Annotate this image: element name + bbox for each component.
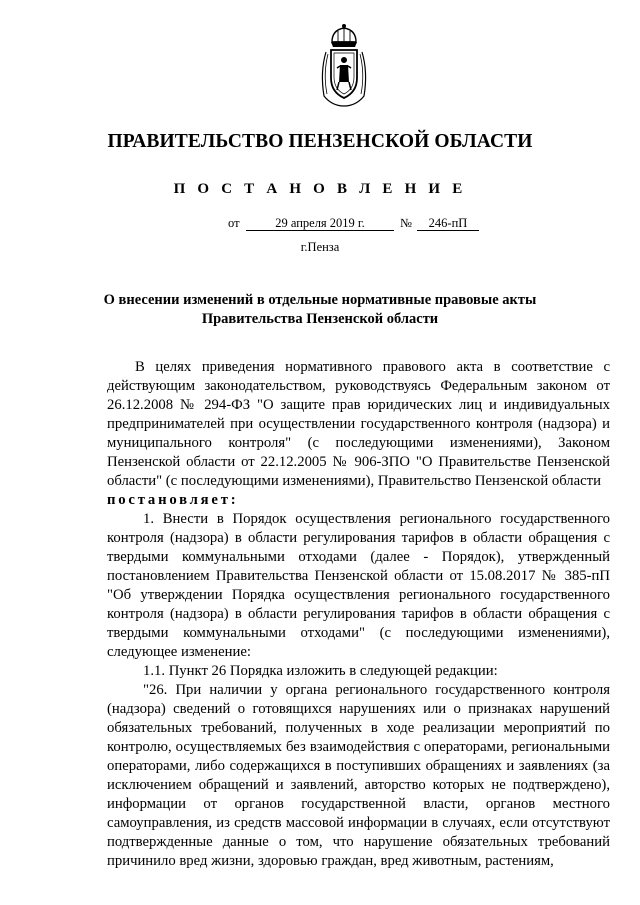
- coat-of-arms-emblem: [318, 22, 370, 108]
- subject-line-1: О внесении изменений в отдельные нормативные правовые акты: [103, 292, 537, 308]
- quoted-point-26-paragraph: "26. При наличии у органа регионального государственного контроля (надзора) сведений о готовящихся нарушениях или о признаках нарушений обязательных требований, полученных в ходе реализации мероприятий по контролю, осуществляемых без взаимодействия с операторами, региональными операторами, либо содержащихся в поступивших обращениях и заявлениях (за исключением обращений и заявлений, авторство которых не подтверждено), информации от органов государственной власти, органов местного самоуправления, из средств массовой информации в случаях, если отсутствуют подтвержденные данные о том, что нарушение обязательных требований причинило вред жизни, здоровью граждан, вред животным, растениям,: [107, 682, 610, 869]
- number-prefix: №: [400, 216, 412, 230]
- date-prefix: от: [228, 216, 240, 230]
- resolves-word: постановляет:: [107, 492, 239, 508]
- date-line: [246, 216, 394, 231]
- city: г.Пенза: [300, 240, 340, 254]
- document-type: П О С Т А Н О В Л Е Н И Е: [173, 181, 467, 197]
- resolves-paragraph: [107, 491, 610, 510]
- number-line: [417, 216, 479, 231]
- document-date: 29 апреля 2019 г.: [246, 216, 394, 231]
- preamble-paragraph: В целях приведения нормативного правового акта в соответствие с действующим законодательством, руководствуясь Федеральным законом от 26.12.2008 № 294-ФЗ "О защите прав юридических лиц и индивидуальных предпринимателей при осуществлении государственного контроля (надзора) и муниципального контроля" (с последующими изменениями), Законом Пензенской области от 22.12.2005 № 906-ЗПО "О Правительстве Пензенской области" (с последующими изменениями), Правительство Пензенской области: [107, 359, 610, 489]
- document-body: [107, 358, 610, 871]
- document-number: 246-пП: [417, 216, 479, 231]
- government-title: ПРАВИТЕЛЬСТВО ПЕНЗЕНСКОЙ ОБЛАСТИ: [107, 131, 533, 152]
- item-1-1-paragraph: 1.1. Пункт 26 Порядка изложить в следующей редакции:: [143, 663, 498, 679]
- document-subject: [0, 291, 640, 329]
- item-1-paragraph: 1. Внести в Порядок осуществления регионального государственного контроля (надзора) в области регулирования тарифов в области обращения с твердыми коммунальными отходами (далее - Порядок), утвержденный постановлением Правительства Пензенской области от 15.08.2017 № 385-пП "Об утверждении Порядка осуществления регионального государственного контроля (надзора) в области регулирования тарифов в области обращения с твердыми коммунальными отходами" (с последующими изменениями), следующее изменение:: [107, 511, 610, 660]
- subject-line-2: Правительства Пензенской области: [201, 311, 439, 327]
